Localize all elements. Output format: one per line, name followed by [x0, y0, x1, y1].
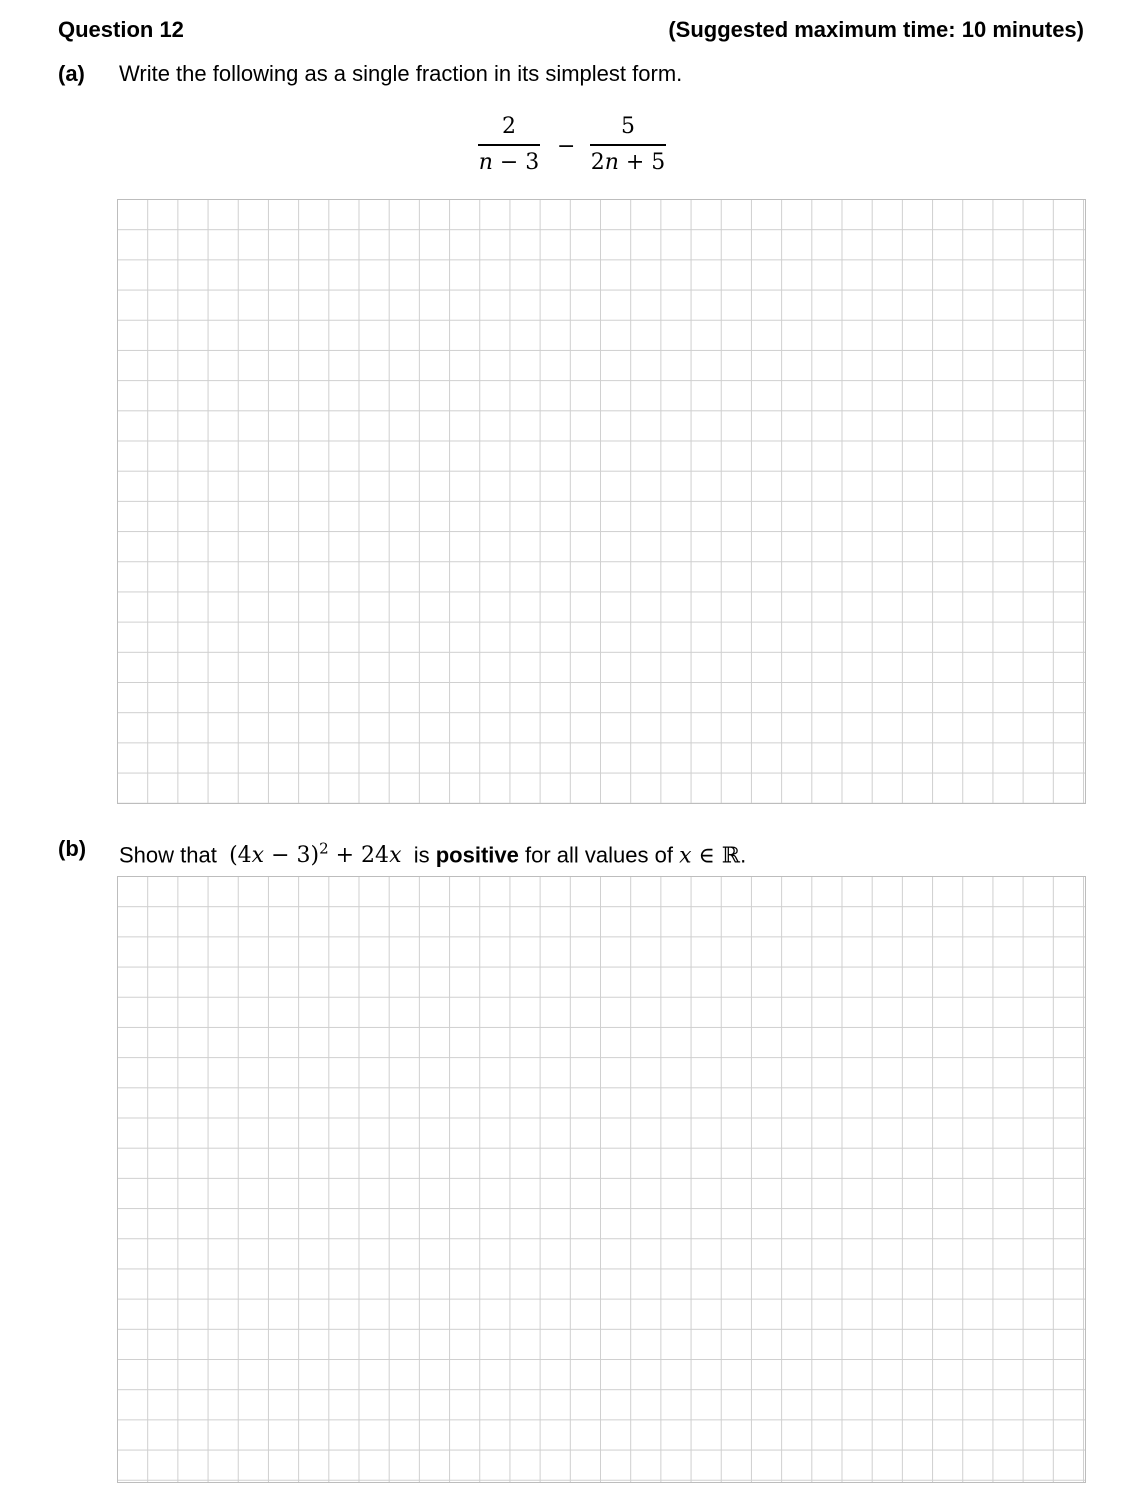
part-a-label: (a) — [58, 61, 85, 86]
minus-operator: − — [557, 134, 576, 159]
part-b-expression: $(4x - 3)^2 + 24x$ — [229, 840, 402, 869]
left-denominator: n − 3 — [478, 149, 540, 175]
part-b-text-before: Show that — [119, 842, 217, 868]
part-b-text-after: for all values of — [525, 842, 673, 868]
part-a-instruction: Write the following as a single fraction in its simplest form. — [119, 61, 683, 86]
part-a-expression — [0, 112, 1146, 182]
right-fraction-bar — [590, 144, 666, 146]
part-b-period: . — [740, 842, 747, 868]
left-fraction — [478, 112, 540, 177]
right-denominator: 2n + 5 — [590, 149, 666, 175]
part-b-label: (b) — [58, 836, 87, 861]
left-fraction-bar — [478, 144, 540, 146]
answer-grid-b[interactable] — [117, 876, 1086, 1483]
left-numerator: 2 — [502, 114, 516, 139]
part-b-statement — [119, 835, 746, 870]
part-b-set-expression: x ∈ ℝ — [679, 843, 741, 869]
right-numerator: 5 — [621, 114, 635, 139]
question-title: Question 12 — [58, 17, 184, 42]
right-fraction — [590, 112, 666, 177]
suggested-time: (Suggested maximum time: 10 minutes) — [668, 17, 1084, 42]
answer-grid-a[interactable] — [117, 199, 1086, 804]
part-b-text-is: is — [413, 842, 430, 868]
part-b-text-positive: positive — [435, 842, 519, 868]
